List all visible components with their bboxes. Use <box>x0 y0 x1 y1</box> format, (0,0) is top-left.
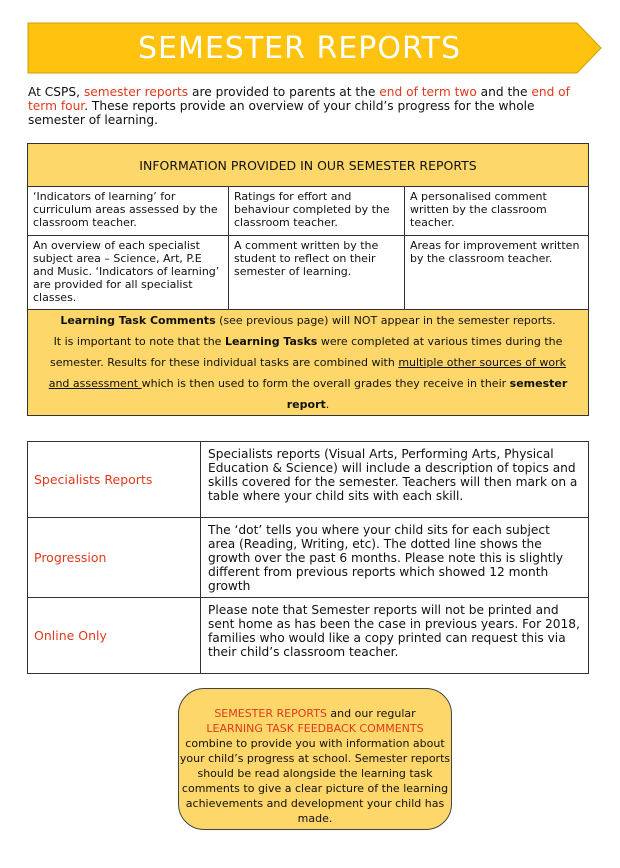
callout-text: combine to provide you with information about your child’s progress at school. Semester reports should be read alongside the learning task comments to give a clear picture of the learning achievements and development your child has made. <box>179 737 451 825</box>
info-table-heading: INFORMATION PROVIDED IN OUR SEMESTER REPORTS <box>28 144 589 187</box>
note-text: . <box>325 398 330 411</box>
summary-callout <box>178 688 452 830</box>
note-text: (see previous page) will NOT appear in the semester reports. <box>215 314 556 327</box>
callout-highlight: SEMESTER REPORTS <box>214 707 327 720</box>
intro-text: are provided to parents at the <box>188 85 380 99</box>
intro-highlight: end of term four <box>28 85 570 113</box>
row-label-specialists: Specialists Reports <box>28 442 201 518</box>
note-line-2 <box>40 331 576 415</box>
note-line-1 <box>40 310 576 331</box>
row-label-progression: Progression <box>28 518 201 598</box>
info-cell: Ratings for effort and behaviour completed by the classroom teacher. <box>229 187 405 236</box>
row-text-online: Please note that Semester reports will not be printed and sent home as has been the case in previous years. For 2018, families who would like a copy printed can request this via their child’s classroom teacher. <box>201 598 589 674</box>
info-cell: Areas for improvement written by the classroom teacher. <box>405 236 589 310</box>
note-underline: multiple other sources of work and assessment <box>48 356 567 390</box>
intro-text: At CSPS, <box>28 85 84 99</box>
note-bold: Learning Task Comments <box>60 314 216 327</box>
page-title: SEMESTER REPORTS <box>137 30 462 66</box>
intro-text: . These reports provide an overview of your child’s progress for the whole semester of learning. <box>28 99 535 127</box>
row-text-progression: The ‘dot’ tells you where your child sits for each subject area (Reading, Writing, etc). The dotted line shows the growth over the past 6 months. Please note this is slightly different from previous reports which showed 12 month growth <box>201 518 589 598</box>
callout-highlight: LEARNING TASK FEEDBACK COMMENTS <box>206 722 424 735</box>
info-table-note <box>28 310 589 416</box>
info-cell: A comment written by the student to reflect on their semester of learning. <box>229 236 405 310</box>
details-table <box>27 441 589 674</box>
note-text: It is important to note that the <box>53 335 225 348</box>
info-cell: An overview of each specialist subject area – Science, Art, P.E and Music. ‘Indicators of learning’ are provided for all specialist classes. <box>28 236 229 310</box>
info-cell: A personalised comment written by the classroom teacher. <box>405 187 589 236</box>
title-banner <box>27 22 602 74</box>
intro-text: and the <box>476 85 532 99</box>
row-text-specialists: Specialists reports (Visual Arts, Performing Arts, Physical Education & Science) will include a description of topics and skills covered for the semester. Teachers will then mark on a table where your child sits with each skill. <box>201 442 589 518</box>
note-text: were completed at various times during the semester. Results for these individual tasks are combined with <box>49 335 563 369</box>
intro-paragraph <box>28 85 594 127</box>
note-text: which is then used to form the overall grades they receive in their <box>141 377 510 390</box>
intro-highlight: end of term two <box>379 85 477 99</box>
note-bold: semester report <box>286 377 568 411</box>
callout-text: and our regular <box>326 707 416 720</box>
info-table <box>27 143 589 416</box>
row-label-online: Online Only <box>28 598 201 674</box>
info-cell: ‘Indicators of learning’ for curriculum areas assessed by the classroom teacher. <box>28 187 229 236</box>
note-bold: Learning Tasks <box>224 335 318 348</box>
intro-highlight: semester reports <box>83 85 189 99</box>
